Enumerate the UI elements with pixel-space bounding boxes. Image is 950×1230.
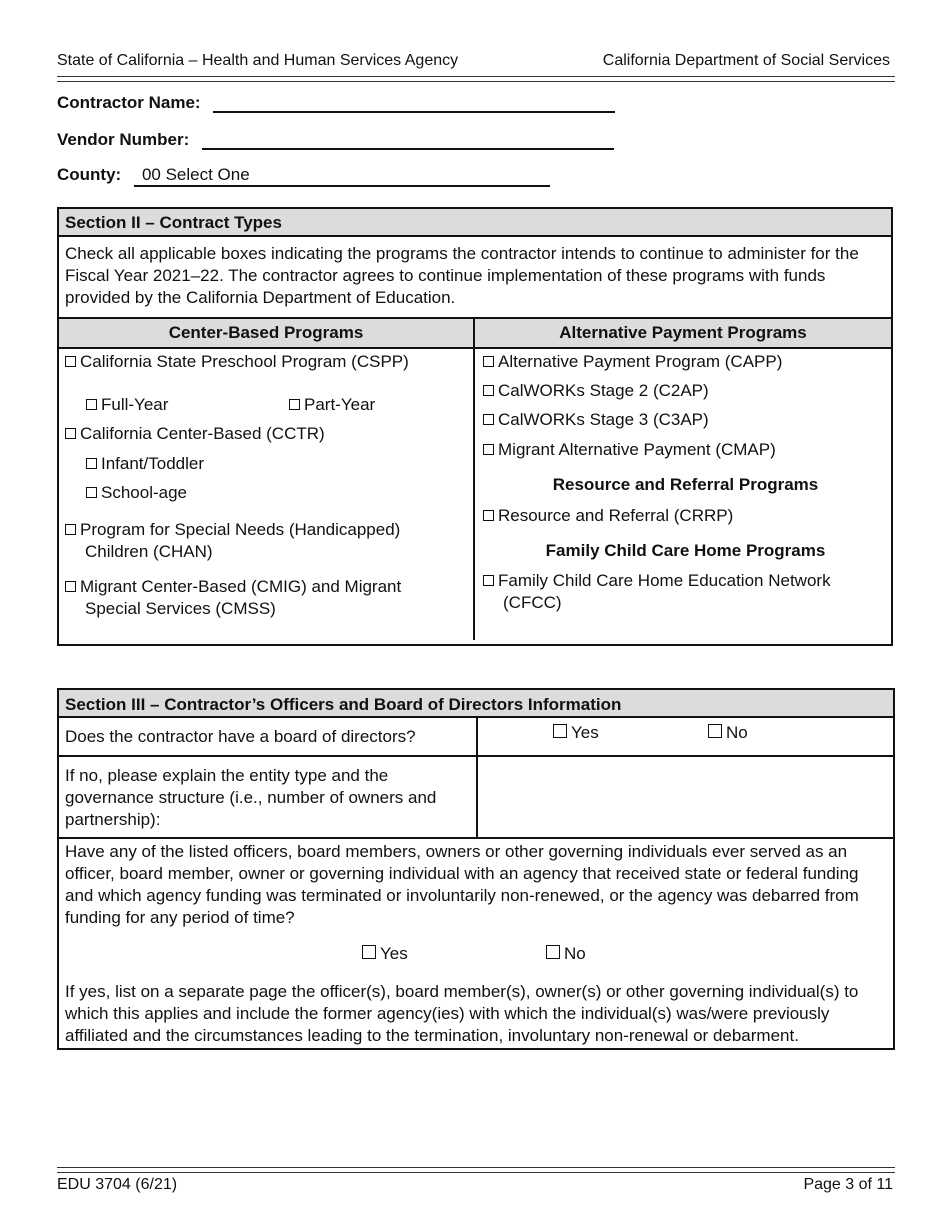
page-number: Page 3 of 11 bbox=[803, 1176, 893, 1193]
form-id: EDU 3704 (6/21) bbox=[57, 1176, 178, 1193]
section-2-box bbox=[57, 207, 893, 646]
c2ap-option[interactable]: CalWORKs Stage 2 (C2AP) bbox=[483, 380, 709, 402]
cfcc-option[interactable]: Family Child Care Home Education Network bbox=[483, 570, 831, 592]
checkbox-icon[interactable] bbox=[483, 444, 494, 455]
board-yes-option[interactable]: Yes bbox=[553, 722, 599, 744]
contractor-name-input[interactable] bbox=[213, 93, 615, 113]
chan-option-line2: Children (CHAN) bbox=[85, 542, 213, 561]
checkbox-icon[interactable] bbox=[546, 945, 560, 959]
county-select[interactable]: 00 Select One bbox=[134, 165, 550, 187]
entity-row bbox=[59, 757, 893, 839]
if-yes-instructions: If yes, list on a separate page the officer(s), board member(s), owner(s) or other governing individual(s) to which this applies and include the former agency(ies) with which the individual(s) was/were previously affiliated and the circumstances leading to the termination, involuntary non-renewal or debarment. bbox=[65, 982, 859, 1045]
checkbox-icon[interactable] bbox=[289, 399, 300, 410]
infant-toddler-option[interactable]: Infant/Toddler bbox=[86, 453, 204, 475]
header-divider bbox=[57, 76, 895, 82]
cmap-option[interactable]: Migrant Alternative Payment (CMAP) bbox=[483, 439, 776, 461]
section-2-intro: Check all applicable boxes indicating the programs the contractor intends to continue to administer for the Fiscal Year 2021–22. The contractor agrees to continue implementation of these programs with funds provided by the California Department of Education. bbox=[59, 237, 891, 319]
center-based-header: Center-Based Programs bbox=[59, 319, 473, 349]
checkbox-icon[interactable] bbox=[86, 399, 97, 410]
checkbox-icon[interactable] bbox=[483, 575, 494, 586]
section-3-box bbox=[57, 688, 895, 1050]
checkbox-icon[interactable] bbox=[86, 458, 97, 469]
cfcc-option-line2: (CFCC) bbox=[503, 593, 562, 612]
checkbox-icon[interactable] bbox=[65, 524, 76, 535]
vendor-number-field bbox=[57, 130, 614, 150]
checkbox-icon[interactable] bbox=[708, 724, 722, 738]
checkbox-icon[interactable] bbox=[553, 724, 567, 738]
chan-option[interactable]: Program for Special Needs (Handicapped) bbox=[65, 519, 400, 541]
board-row bbox=[59, 718, 893, 757]
checkbox-icon[interactable] bbox=[65, 428, 76, 439]
cmig-option[interactable]: Migrant Center-Based (CMIG) and Migrant bbox=[65, 576, 401, 598]
part-year-option[interactable]: Part-Year bbox=[289, 394, 375, 416]
cmig-option-line2: Special Services (CMSS) bbox=[85, 599, 276, 618]
section-3-title: Section III – Contractor’s Officers and Board of Directors Information bbox=[59, 690, 893, 718]
capp-option[interactable]: Alternative Payment Program (CAPP) bbox=[483, 351, 782, 373]
section-2-title: Section II – Contract Types bbox=[59, 209, 891, 237]
department-header: California Department of Social Services bbox=[602, 52, 890, 69]
cctr-option[interactable]: California Center-Based (CCTR) bbox=[65, 423, 325, 445]
crrp-option[interactable]: Resource and Referral (CRRP) bbox=[483, 505, 733, 527]
checkbox-icon[interactable] bbox=[483, 356, 494, 367]
board-no-option[interactable]: No bbox=[708, 722, 748, 744]
programs-columns bbox=[59, 319, 891, 640]
school-age-option[interactable]: School-age bbox=[86, 482, 187, 504]
resource-referral-header: Resource and Referral Programs bbox=[552, 475, 819, 494]
board-question: Does the contractor have a board of directors? bbox=[59, 718, 478, 755]
county-field bbox=[57, 165, 550, 187]
cspp-option[interactable]: California State Preschool Program (CSPP) bbox=[65, 351, 409, 373]
vendor-number-input[interactable] bbox=[202, 130, 614, 150]
served-yes-option[interactable]: Yes bbox=[362, 943, 408, 965]
board-answer bbox=[478, 718, 893, 755]
served-answer bbox=[59, 929, 893, 977]
served-question: Have any of the listed officers, board members, owners or other governing individuals ever served as an officer, board member, owner or governing individual with an agency that received state or federal funding and which agency funding was terminated or involuntarily non-renewed, or the agency was debarred from funding for any period of time? bbox=[65, 842, 859, 927]
checkbox-icon[interactable] bbox=[483, 385, 494, 396]
agency-header: State of California – Health and Human Services Agency bbox=[57, 52, 459, 69]
vendor-number-label: Vendor Number: bbox=[57, 130, 190, 149]
served-no-option[interactable]: No bbox=[546, 943, 586, 965]
checkbox-icon[interactable] bbox=[362, 945, 376, 959]
footer-divider bbox=[57, 1167, 895, 1173]
contractor-name-field bbox=[57, 93, 615, 113]
c3ap-option[interactable]: CalWORKs Stage 3 (C3AP) bbox=[483, 409, 709, 431]
checkbox-icon[interactable] bbox=[483, 414, 494, 425]
alternative-payment-header: Alternative Payment Programs bbox=[475, 319, 891, 349]
county-label: County: bbox=[57, 165, 122, 184]
checkbox-icon[interactable] bbox=[65, 581, 76, 592]
contractor-name-label: Contractor Name: bbox=[57, 93, 201, 112]
entity-question: If no, please explain the entity type and the governance structure (i.e., number of owners and partnership): bbox=[59, 757, 478, 837]
checkbox-icon[interactable] bbox=[86, 487, 97, 498]
entity-answer-input[interactable] bbox=[478, 757, 893, 837]
family-child-care-header: Family Child Care Home Programs bbox=[545, 541, 826, 560]
checkbox-icon[interactable] bbox=[483, 510, 494, 521]
full-year-option[interactable]: Full-Year bbox=[86, 394, 168, 416]
checkbox-icon[interactable] bbox=[65, 356, 76, 367]
